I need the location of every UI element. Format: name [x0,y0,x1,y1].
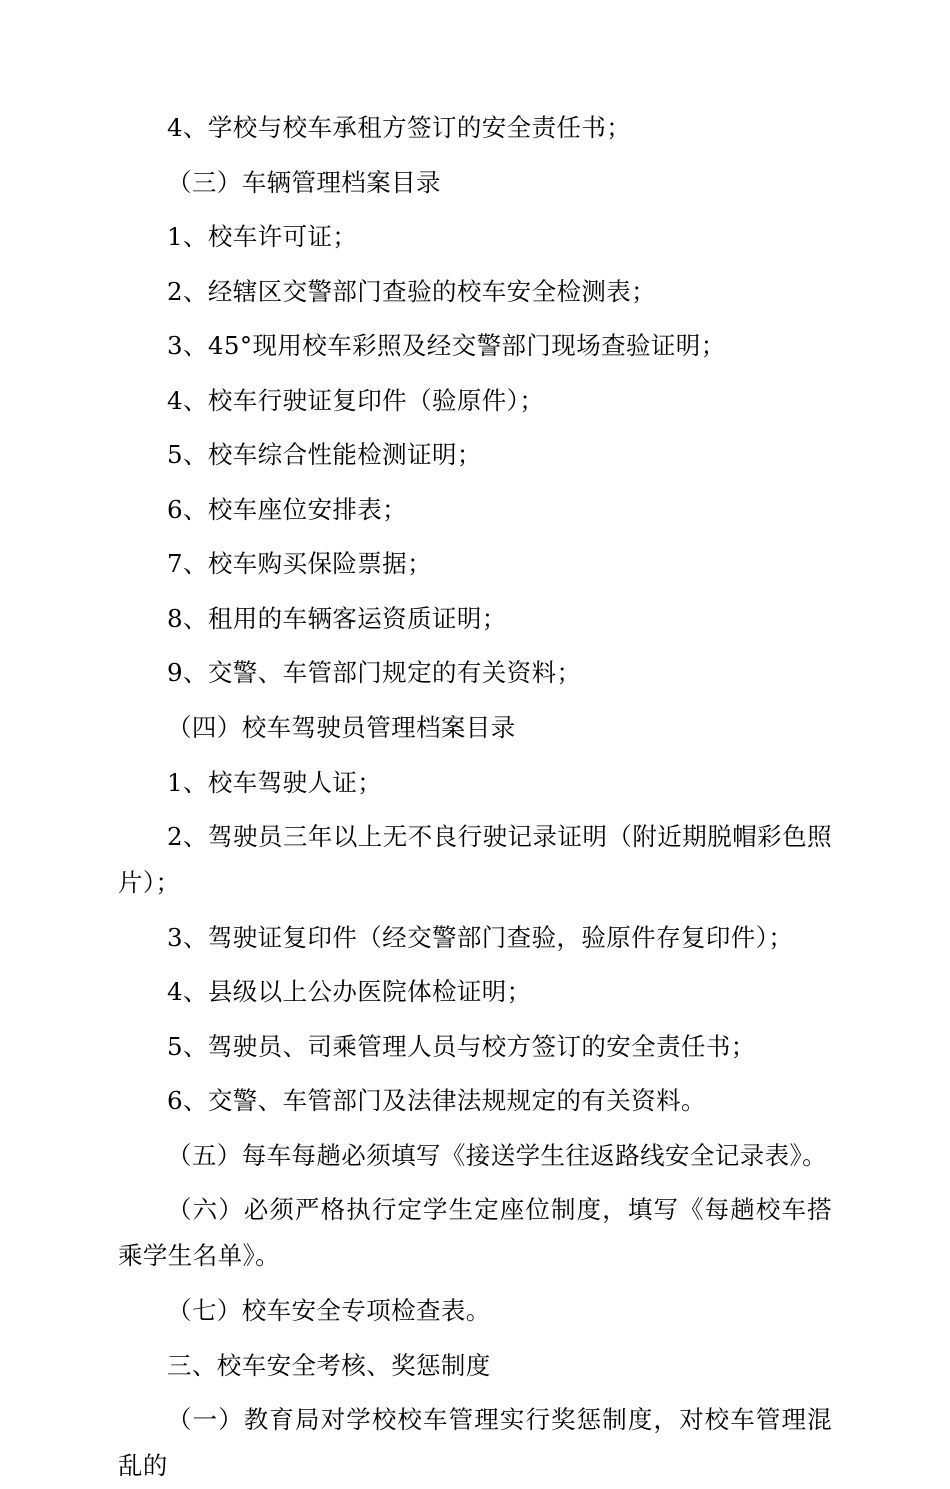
paragraph: 7、校车购买保险票据； [167,549,432,579]
paragraph: 5、驾驶员、司乘管理人员与校方签订的安全责任书； [167,1031,756,1061]
paragraph: 8、租用的车辆客运资质证明； [167,603,507,633]
paragraph: 6、校车座位安排表； [167,494,408,524]
paragraph: （七）校车安全专项检查表。 [167,1296,491,1326]
paragraph: 2、驾驶员三年以上无不良行驶记录证明（附近期脱帽彩色照片）； [118,822,832,898]
paragraph: 6、交警、车管部门及法律法规规定的有关资料。 [167,1086,706,1116]
paragraph: 4、学校与校车承租方签订的安全责任书； [167,113,632,142]
document-body [118,105,832,1489]
paragraph: （四）校车驾驶员管理档案目录 [167,713,516,743]
paragraph: 1、校车驾驶人证； [167,767,383,797]
paragraph: 9、交警、车管部门规定的有关资料； [167,658,582,688]
paragraph: （六）必须严格执行定学生定座位制度，填写《每趟校车搭乘学生名单》。 [118,1195,832,1271]
paragraph: （五）每车每趟必须填写《接送学生往返路线安全记录表》。 [167,1140,828,1170]
paragraph: 4、县级以上公办医院体检证明； [167,977,532,1007]
paragraph: 4、校车行驶证复印件（验原件）； [167,385,545,415]
paragraph: 三、校车安全考核、奖惩制度 [167,1350,491,1380]
paragraph: 3、驾驶证复印件（经交警部门查验，验原件存复印件）； [167,922,794,952]
paragraph: 3、45°现用校车彩照及经交警部门现场查验证明； [167,331,726,361]
paragraph: 1、校车许可证； [167,222,358,252]
paragraph: （三）车辆管理档案目录 [167,167,441,197]
paragraph: 2、经辖区交警部门查验的校车安全检测表； [167,276,657,306]
paragraph: 5、校车综合性能检测证明； [167,440,482,470]
paragraph: （一）教育局对学校校车管理实行奖惩制度，对校车管理混乱的 [118,1405,832,1481]
